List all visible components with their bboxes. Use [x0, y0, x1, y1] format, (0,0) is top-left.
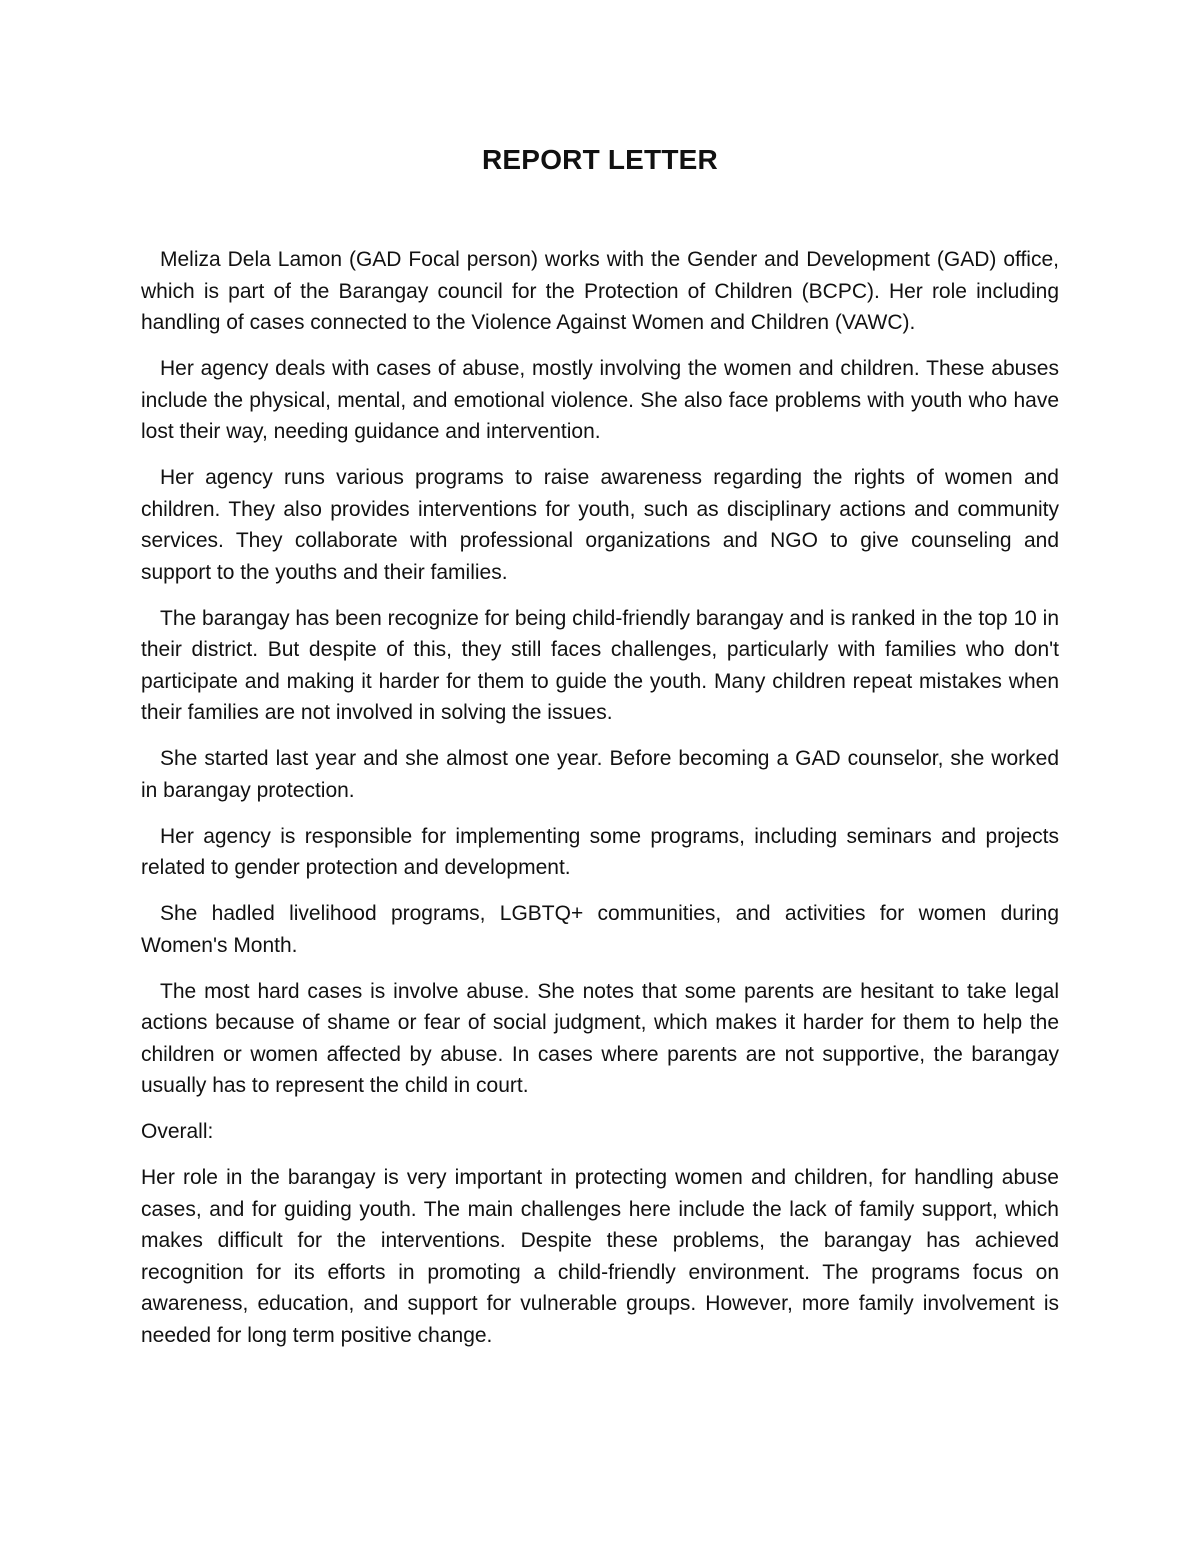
letter-body: [141, 244, 1059, 1366]
paragraph-responsibilities: Her agency is responsible for implementing some programs, including seminars and projects related to gender protection and development.: [141, 824, 1059, 879]
page-title: REPORT LETTER: [482, 144, 718, 175]
paragraph-livelihood: She hadled livelihood programs, LGBTQ+ communities, and activities for women during Women's Month.: [141, 902, 1059, 957]
paragraph-overall: Her role in the barangay is very important in protecting women and children, for handling abuse cases, and for guiding youth. The main challenges here include the lack of family support, which makes difficult for the interventions. Despite these problems, the barangay has achieved recognition for its efforts in promoting a child-friendly environment. The programs focus on awareness, education, and support for vulnerable groups. However, more family involvement is needed for long term positive change.: [141, 1166, 1059, 1347]
paragraph-background: She started last year and she almost one year. Before becoming a GAD counselor, she worked in barangay protection.: [141, 747, 1059, 802]
paragraph-recognition: The barangay has been recognize for being child-friendly barangay and is ranked in the top 10 in their district. But despite of this, they still faces challenges, particularly with families who don't participate and making it harder for them to guide the youth. Many children repeat mistakes when their families are not involved in solving the issues.: [141, 606, 1059, 724]
paragraph-hard-cases: The most hard cases is involve abuse. She notes that some parents are hesitant to take legal actions because of shame or fear of social judgment, which makes it harder for them to help the children or women affected by abuse. In cases where parents are not supportive, the barangay usually has to represent the child in court.: [141, 979, 1059, 1097]
paragraph-introduction: Meliza Dela Lamon (GAD Focal person) works with the Gender and Development (GAD) office, which is part of the Barangay council for the Protection of Children (BCPC). Her role including handling of cases connected to the Violence Against Women and Children (VAWC).: [141, 248, 1059, 334]
paragraph-programs: Her agency runs various programs to raise awareness regarding the rights of women and children. They also provides interventions for youth, such as disciplinary actions and community services. They collaborate with professional organizations and NGO to give counseling and support to the youths and their families.: [141, 466, 1059, 584]
overall-label: Overall:: [141, 1120, 214, 1143]
paragraph-abuse-cases: Her agency deals with cases of abuse, mostly involving the women and children. These abuses include the physical, mental, and emotional violence. She also face problems with youth who have lost their way, needing guidance and intervention.: [141, 357, 1059, 443]
